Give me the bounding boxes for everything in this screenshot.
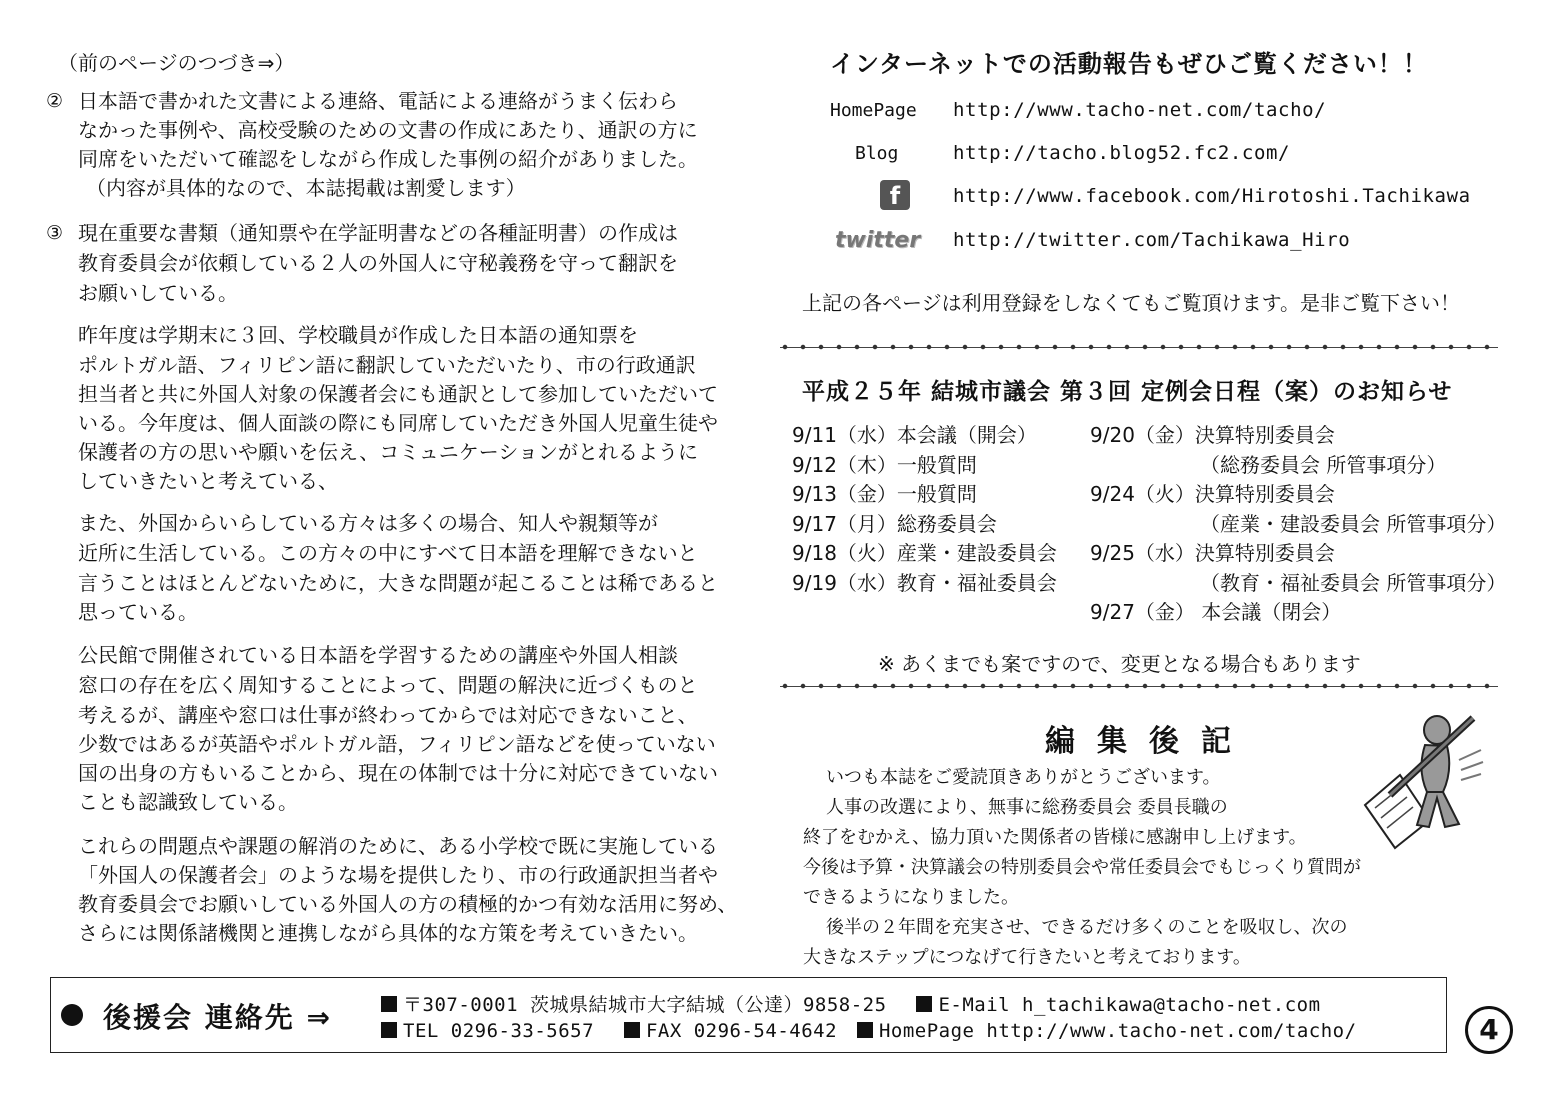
schedule-right-column <box>1090 421 1506 628</box>
item2-line: なかった事例や、高校受験のための文書の作成にあたり、通訳の方に <box>78 118 698 142</box>
schedule-item: 9/20（金）決算特別委員会 <box>1090 423 1335 447</box>
footer-row-2 <box>381 1020 1357 1042</box>
support-group-contact-box <box>50 977 1447 1053</box>
square-bullet-icon <box>916 996 932 1012</box>
para2-line: 近所に生活している。この方々の中にすべて日本語を理解できないと <box>78 541 698 565</box>
para1-line: いる。今年度は、個人面談の際にも同席していただき外国人児童生徒や <box>78 411 718 435</box>
homepage-link[interactable]: http://www.tacho-net.com/tacho/ <box>953 99 1327 121</box>
para4-line: これらの問題点や課題の解消のために、ある小学校で既に実施している <box>78 834 718 858</box>
para1-line: ポルトガル語、フィリピン語に翻訳していただいたり、市の行政通訳 <box>78 353 696 377</box>
decorative-divider <box>780 341 1498 353</box>
bullet-icon <box>61 1004 83 1026</box>
afterword-line: 今後は予算・決算議会の特別委員会や常任委員会でもじっくり質問が <box>803 857 1361 878</box>
web-section-title: インターネットでの活動報告もぜひご覧ください！！ <box>830 50 1428 78</box>
para1-line: 保護者の方の思いや願いを伝え、コミュニケーションがとれるように <box>78 440 698 464</box>
para3-line: 考えるが、講座や窓口は仕事が終わってからでは対応できないこと、 <box>78 703 698 727</box>
schedule-item: 9/27（金） 本会議（閉会） <box>1090 600 1342 624</box>
para3-line: 国の出身の方もいることから、現在の体制では十分に対応できていない <box>78 761 718 785</box>
para2-line: 思っている。 <box>78 600 198 624</box>
schedule-item: 9/17（月）総務委員会 <box>792 511 997 536</box>
blog-link[interactable]: http://tacho.blog52.fc2.com/ <box>953 142 1291 164</box>
facebook-link[interactable]: http://www.facebook.com/Hirotoshi.Tachikawa <box>953 185 1471 207</box>
para1-line: していきたいと考えている、 <box>78 469 338 493</box>
continued-note: （前のページのつづき⇒） <box>58 51 295 75</box>
para1-line: 担当者と共に外国人対象の保護者会にも通訳として参加していただいて <box>78 382 718 406</box>
schedule-item: 9/18（火）産業・建設委員会 <box>792 541 1057 565</box>
schedule-title: 平成２５年 結城市議会 第３回 定例会日程（案）のお知らせ <box>802 379 1453 405</box>
twitter-link[interactable]: http://twitter.com/Tachikawa_Hiro <box>953 229 1351 251</box>
footer-email[interactable]: E-Mail h_tachikawa@tacho-net.com <box>938 994 1321 1016</box>
support-group-title: 後援会 連絡先 ⇒ <box>103 1001 332 1034</box>
page-number: 4 <box>1465 1006 1513 1054</box>
web-note: 上記の各ページは利用登録をしなくてもご覧頂けます。是非ご覧下さい！ <box>802 291 1460 315</box>
item2-line: 日本語で書かれた文書による連絡、電話による連絡がうまく伝わら <box>78 89 678 113</box>
para3-line: ことも認識致している。 <box>78 790 298 814</box>
item3-line: お願いしている。 <box>78 281 238 305</box>
para3-line: 窓口の存在を広く周知することによって、問題の解決に近づくものと <box>78 673 698 697</box>
footer-homepage[interactable]: HomePage http://www.tacho-net.com/tacho/ <box>878 1020 1357 1042</box>
homepage-label: HomePage <box>830 100 917 121</box>
afterword-line: いつも本誌をご愛読頂きありがとうございます。 <box>826 767 1221 788</box>
para4-line: さらには関係諸機関と連携しながら具体的な方策を考えていきたい。 <box>78 921 698 945</box>
schedule-item: 9/13（金）一般質問 <box>792 482 977 506</box>
para4-line: 「外国人の保護者会」のような場を提供したり、市の行政通訳担当者や <box>78 863 718 887</box>
para2-line: また、外国からいらしている方々は多くの場合、知人や親類等が <box>78 511 658 535</box>
para3-line: 少数ではあるが英語やポルトガル語，フィリピン語などを使っていない <box>78 732 716 756</box>
schedule-item: 9/25（水）決算特別委員会 <box>1090 541 1335 565</box>
writer-illustration-icon <box>1355 700 1485 850</box>
afterword-line: 人事の改選により、無事に総務委員会 委員長職の <box>826 797 1228 818</box>
item2-line: （内容が具体的なので、本誌掲載は割愛します） <box>86 176 526 200</box>
decorative-divider <box>780 680 1498 692</box>
footer-address: 〒307-0001 茨城県結城市大字結城（公達）9858-25 <box>403 994 887 1016</box>
schedule-note: ※ あくまでも案ですので、変更となる場合もあります <box>878 652 1361 676</box>
schedule-item: 9/24（火）決算特別委員会 <box>1090 482 1335 506</box>
blog-label: Blog <box>855 143 899 164</box>
afterword-line: 後半の２年間を充実させ、できるだけ多くのことを吸収し、次の <box>826 917 1348 938</box>
para3-line: 公民館で開催されている日本語を学習するための講座や外国人相談 <box>78 643 678 667</box>
item-number-3: ③ <box>46 222 64 244</box>
item-number-2: ② <box>46 90 64 112</box>
square-bullet-icon <box>857 1022 873 1038</box>
schedule-item: 9/12（木）一般質問 <box>792 452 977 477</box>
afterword-line: 終了をむかえ、協力頂いた関係者の皆様に感謝申し上げます。 <box>803 827 1307 848</box>
square-bullet-icon <box>624 1022 640 1038</box>
schedule-item: 9/19（水）教育・福祉委員会 <box>792 570 1057 595</box>
schedule-subitem: （教育・福祉委員会 所管事項分） <box>1200 570 1507 595</box>
para4-line: 教育委員会でお願いしている外国人の方の積極的かつ有効な活用に努め、 <box>78 892 738 916</box>
item3-line: 現在重要な書類（通知票や在学証明書などの各種証明書）の作成は <box>78 221 678 245</box>
square-bullet-icon <box>381 1022 397 1038</box>
facebook-icon: f <box>880 180 910 210</box>
afterword-title: 編集後記 <box>1045 724 1253 759</box>
schedule-item: 9/11（水）本会議（開会） <box>792 423 1037 447</box>
item3-line: 教育委員会が依頼している２人の外国人に守秘義務を守って翻訳を <box>78 251 678 275</box>
square-bullet-icon <box>381 996 397 1012</box>
schedule-left-column <box>792 421 1057 598</box>
footer-row-1 <box>381 990 1321 1017</box>
footer-fax: FAX 0296-54-4642 <box>645 1020 838 1042</box>
para1-line: 昨年度は学期末に３回、学校職員が作成した日本語の通知票を <box>78 323 638 347</box>
item2-line: 同席をいただいて確認をしながら作成した事例の紹介がありました。 <box>78 147 698 171</box>
schedule-subitem: （産業・建設委員会 所管事項分） <box>1200 511 1507 536</box>
twitter-icon: twitter <box>835 228 921 253</box>
para2-line: 言うことはほとんどないために，大きな問題が起こることは稀であると <box>78 571 718 595</box>
afterword-line: 大きなステップにつなげて行きたいと考えております。 <box>803 947 1251 968</box>
afterword-line: できるようになりました。 <box>803 887 1019 908</box>
footer-tel: TEL 0296-33-5657 <box>403 1020 595 1042</box>
schedule-subitem: （総務委員会 所管事項分） <box>1200 452 1447 477</box>
